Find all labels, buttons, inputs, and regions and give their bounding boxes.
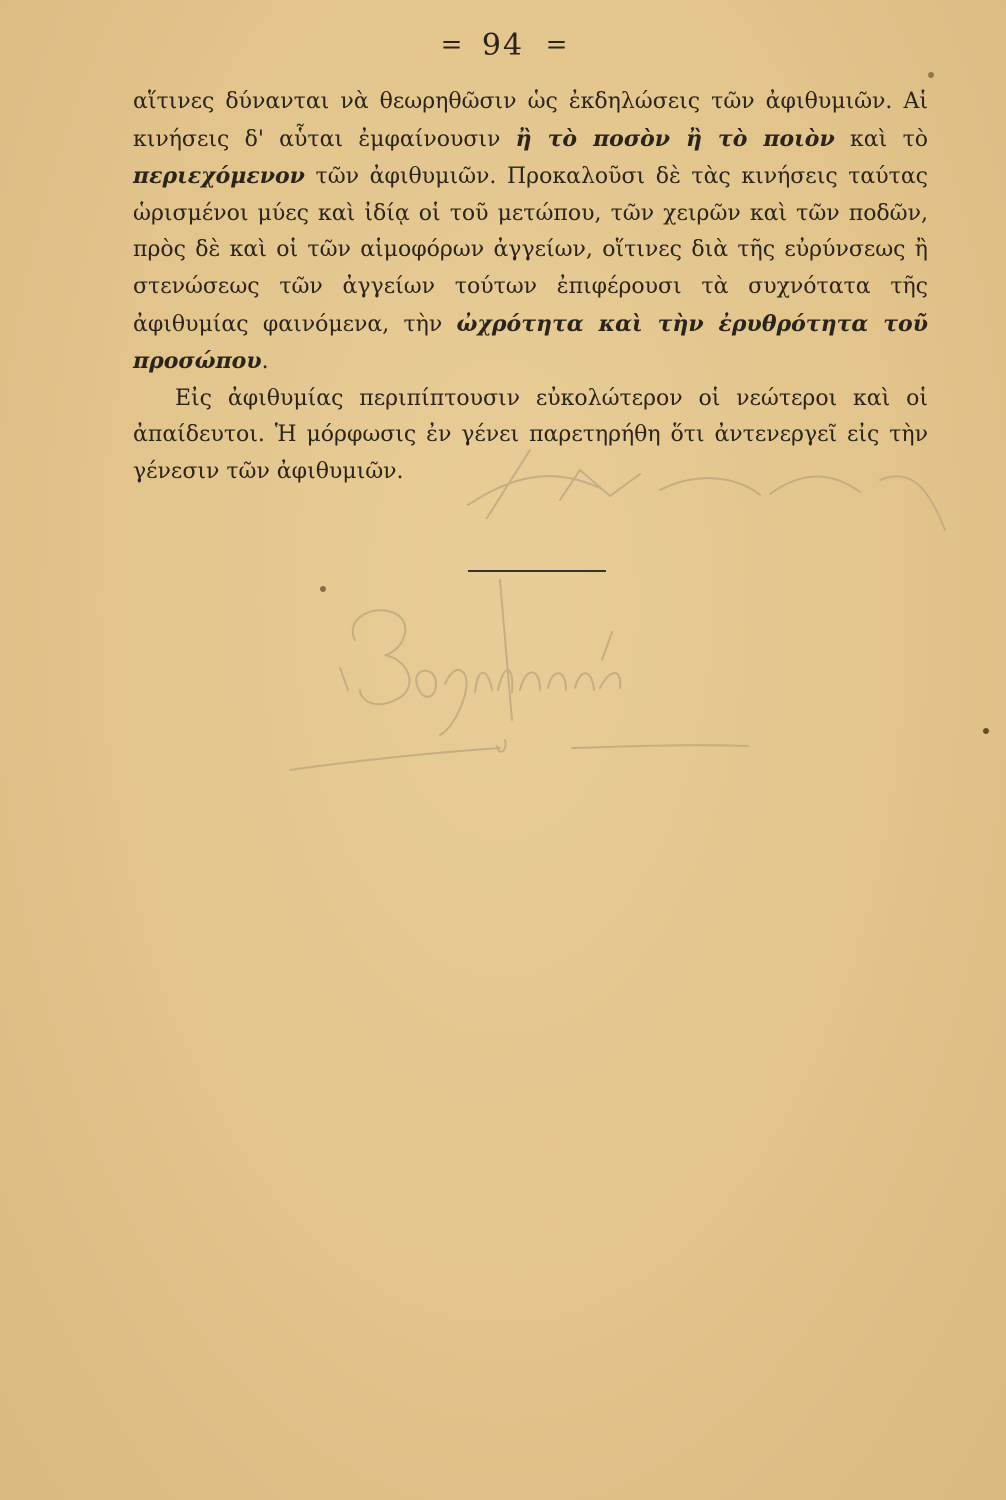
paragraph-1-seg-3d: . [261,349,269,375]
ink-spot [320,586,326,592]
paragraph-1-seg-2a: Αἱ κινήσεις δ' αὗται ἐμφαίνουσιν [133,89,928,152]
paragraph-2: Εἰς ἀφιθυμίας περιπίπτουσιν εὐκολώτερον οἱ νεώτεροι καὶ οἱ ἀπαίδευτοι. Ἡ μόρφωσις ἐν γένει παρετηρήθη ὅτι ἀντενεργεῖ εἰς τὴν γένεσιν τῶν ἀφιθυμιῶν. [133,385,928,484]
header-right-mark: = [545,30,566,60]
emphasis-content: περιεχόμενον [133,163,305,190]
emphasis-quantity-quality: ἢ τὸ ποσὸν ἢ τὸ ποιὸν [515,125,835,152]
paragraph-1-seg-3b: τῶν ἀφιθυμιῶν. Προκαλοῦσι δὲ τὰς κινήσεις ταύτας ὡρισμένοι μύες καὶ ἰδίᾳ οἱ τοῦ μετώπου, τῶν χειρῶν καὶ τῶν ποδῶν, πρὸς δὲ καὶ οἱ τῶν αἱμοφόρων ἀγγείων, οἵτινες διὰ τῆς εὐρύνσεως ἢ στενώσεως τῶν ἀγγείων τούτων ἐπιφέρουσι τὰ συχνότατα τῆς ἀφιθυμίας φαινόμενα, τὴν [133,164,928,337]
paragraph-1-line-1: αἵτινες δύνανται νὰ θεωρηθῶσιν ὡς ἐκδηλώσεις τῶν ἀφιθυμιῶν. [133,89,893,114]
ink-spot [928,72,934,78]
page-number: 94 [481,27,525,63]
paragraph-1-seg-2c: καὶ τὸ [834,126,928,152]
emphasis-pallor-redness: ὠχρότητα καὶ τὴν ἐρυθρότητα τοῦ προσώπου [133,310,928,375]
ink-spot [983,728,989,734]
header-left-mark: = [440,30,461,60]
